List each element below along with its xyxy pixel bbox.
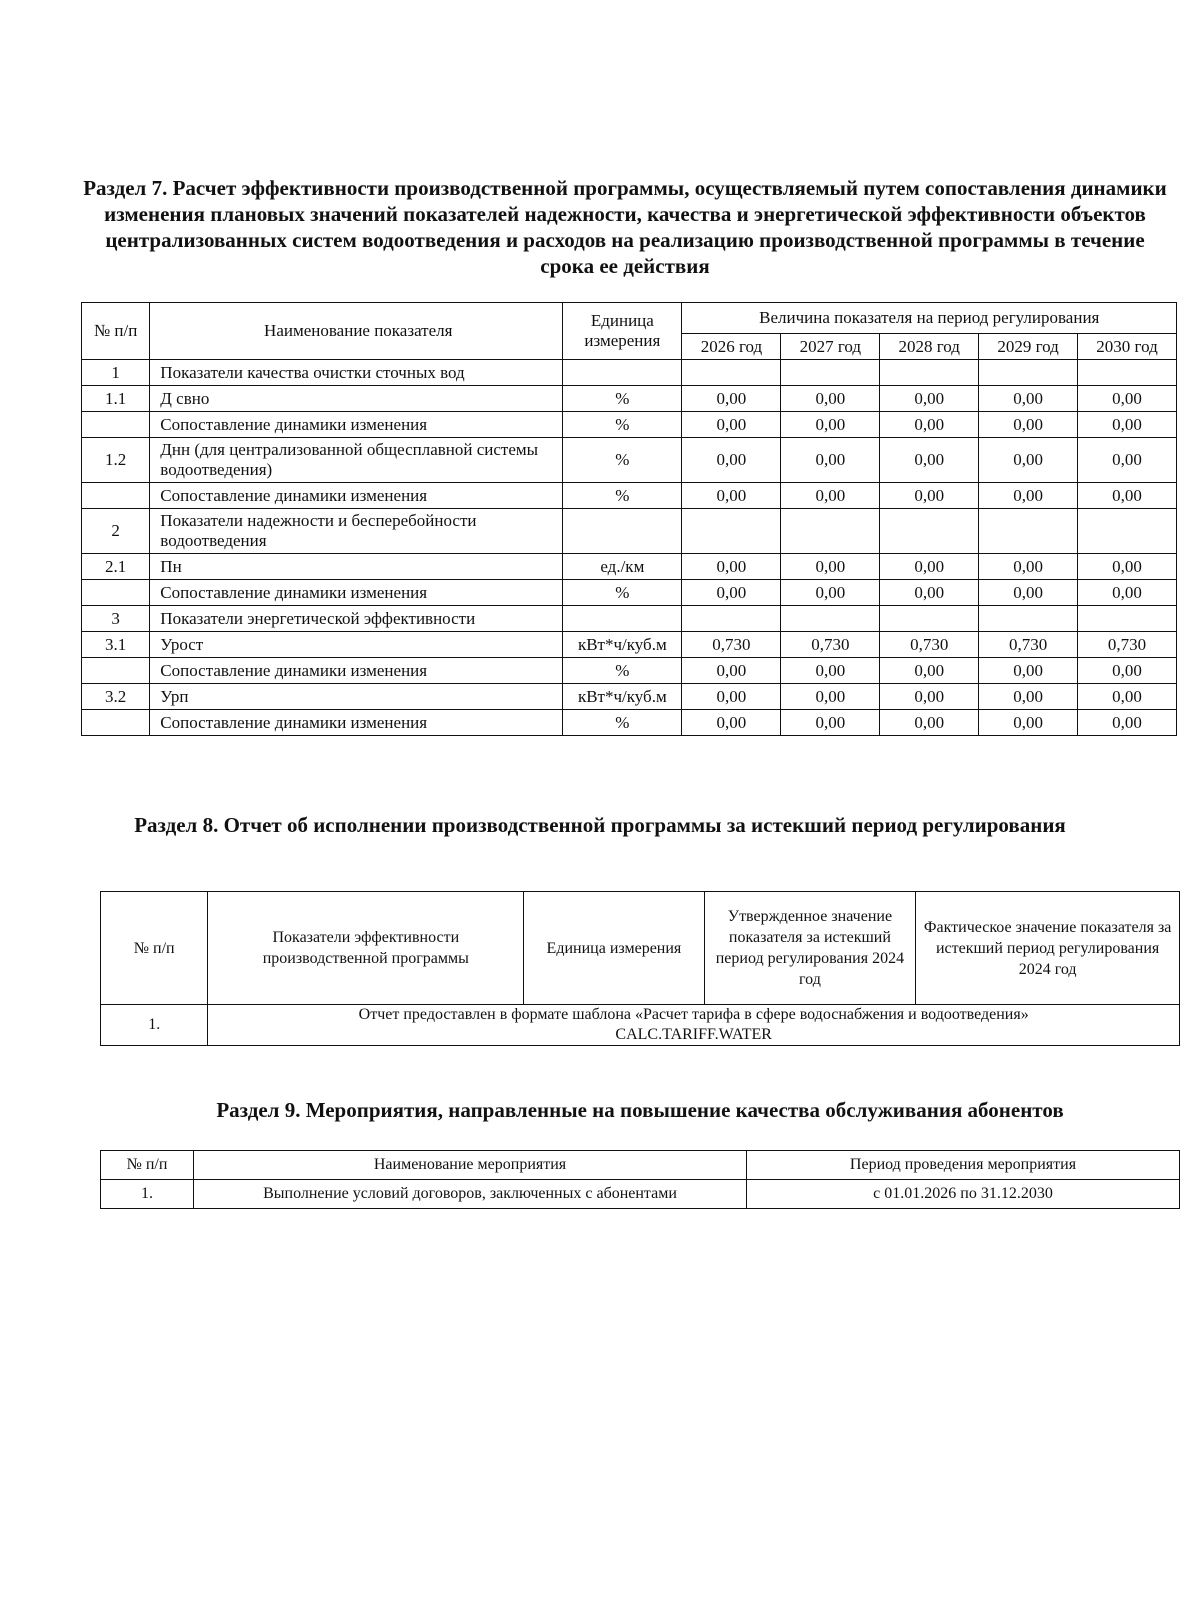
row-value: 0,00	[979, 438, 1078, 483]
row-value	[682, 509, 781, 554]
header-num: № п/п	[101, 892, 208, 1005]
row-num: 2	[82, 509, 150, 554]
table-row	[82, 632, 1177, 658]
header-period: Период проведения мероприятия	[747, 1151, 1180, 1180]
row-value: 0,00	[781, 684, 880, 710]
section-7-table	[81, 302, 1177, 736]
report-note-line1: Отчет предоставлен в формате шаблона «Расчет тарифа в сфере водоснабжения и водоотведения»	[358, 1006, 1029, 1023]
table-row	[82, 658, 1177, 684]
row-value	[1078, 606, 1177, 632]
row-unit	[563, 509, 682, 554]
row-unit	[563, 360, 682, 386]
row-num: 1.	[101, 1005, 208, 1046]
header-name: Наименование показателя	[150, 303, 563, 360]
section-8-table	[100, 891, 1180, 1046]
row-unit: %	[563, 483, 682, 509]
row-num: 3	[82, 606, 150, 632]
row-value: 0,00	[1078, 580, 1177, 606]
row-num: 3.1	[82, 632, 150, 658]
table-row	[82, 509, 1177, 554]
row-value: 0,00	[1078, 438, 1177, 483]
row-value: 0,00	[781, 386, 880, 412]
row-value	[979, 606, 1078, 632]
row-name: Урост	[150, 632, 563, 658]
row-num: 1.	[101, 1180, 194, 1209]
table-row	[101, 1005, 1180, 1046]
row-value: 0,00	[880, 412, 979, 438]
header-name: Наименование мероприятия	[194, 1151, 747, 1180]
row-name: Показатели надежности и бесперебойности водоотведения	[150, 509, 563, 554]
row-value: 0,00	[880, 554, 979, 580]
row-num	[82, 412, 150, 438]
row-num	[82, 658, 150, 684]
row-value	[979, 360, 1078, 386]
row-name: Выполнение условий договоров, заключенных с абонентами	[194, 1180, 747, 1209]
section-7-title: Раздел 7. Расчет эффективности производственной программы, осуществляемый путем сопоставления динамики изменения плановых значений показателей надежности, качества и энергетической эффективности объектов централизованных систем водоотведения и расходов на реализацию производственной программы в течение срока ее действия	[83, 176, 1167, 278]
table-row	[82, 580, 1177, 606]
row-name: Сопоставление динамики изменения	[150, 710, 563, 736]
row-value	[682, 360, 781, 386]
row-value: 0,730	[781, 632, 880, 658]
row-unit: кВт*ч/куб.м	[563, 684, 682, 710]
row-value	[781, 606, 880, 632]
row-unit: ед./км	[563, 554, 682, 580]
row-name: Показатели энергетической эффективности	[150, 606, 563, 632]
table-row	[82, 684, 1177, 710]
row-value: 0,00	[781, 438, 880, 483]
row-num: 1.1	[82, 386, 150, 412]
header-indicators: Показатели эффективности производственной программы	[208, 892, 524, 1005]
table-row	[82, 360, 1177, 386]
row-value	[979, 509, 1078, 554]
row-unit	[563, 606, 682, 632]
row-name: Сопоставление динамики изменения	[150, 658, 563, 684]
row-value	[1078, 509, 1177, 554]
row-unit: %	[563, 438, 682, 483]
row-value: 0,00	[682, 483, 781, 509]
row-value: 0,730	[880, 632, 979, 658]
header-num: № п/п	[101, 1151, 194, 1180]
row-unit: кВт*ч/куб.м	[563, 632, 682, 658]
row-value	[880, 606, 979, 632]
row-value: 0,00	[682, 412, 781, 438]
header-approved: Утвержденное значение показателя за истекший период регулирования 2024 год	[704, 892, 916, 1005]
row-value: 0,00	[979, 658, 1078, 684]
row-value: 0,00	[781, 483, 880, 509]
header-year: 2026 год	[682, 334, 781, 360]
header-unit: Единица измерения	[524, 892, 704, 1005]
row-value	[781, 360, 880, 386]
row-value: 0,00	[682, 684, 781, 710]
table-row	[82, 606, 1177, 632]
row-num	[82, 710, 150, 736]
row-value: 0,00	[880, 438, 979, 483]
row-value: 0,00	[781, 580, 880, 606]
row-value: 0,00	[880, 710, 979, 736]
header-year: 2030 год	[1078, 334, 1177, 360]
row-unit: %	[563, 386, 682, 412]
row-value: 0,00	[781, 658, 880, 684]
row-value: 0,00	[1078, 554, 1177, 580]
header-unit: Единица измерения	[563, 303, 682, 360]
row-value: 0,00	[880, 386, 979, 412]
row-value: 0,00	[979, 710, 1078, 736]
row-value: 0,00	[979, 483, 1078, 509]
row-name: Показатели качества очистки сточных вод	[150, 360, 563, 386]
table-row	[101, 1180, 1180, 1209]
row-num: 3.2	[82, 684, 150, 710]
row-value: 0,730	[682, 632, 781, 658]
row-value	[880, 360, 979, 386]
row-value: 0,00	[1078, 386, 1177, 412]
row-value: 0,00	[979, 580, 1078, 606]
row-value	[781, 509, 880, 554]
row-value: 0,00	[1078, 658, 1177, 684]
row-value: 0,00	[1078, 412, 1177, 438]
row-name: Сопоставление динамики изменения	[150, 483, 563, 509]
row-unit: %	[563, 658, 682, 684]
row-value: 0,00	[682, 658, 781, 684]
row-unit: %	[563, 710, 682, 736]
header-num: № п/п	[82, 303, 150, 360]
row-num: 1	[82, 360, 150, 386]
row-value: 0,00	[979, 412, 1078, 438]
row-value: 0,00	[1078, 684, 1177, 710]
row-name: Днн (для централизованной общесплавной системы водоотведения)	[150, 438, 563, 483]
row-value: 0,00	[880, 483, 979, 509]
table-row	[82, 412, 1177, 438]
row-value: 0,730	[979, 632, 1078, 658]
row-value: 0,00	[880, 684, 979, 710]
row-value	[880, 509, 979, 554]
row-name: Д свно	[150, 386, 563, 412]
row-value: 0,00	[682, 710, 781, 736]
header-actual: Фактическое значение показателя за истекший период регулирования 2024 год	[916, 892, 1180, 1005]
section-8-title: Раздел 8. Отчет об исполнении производственной программы за истекший период регулирования	[134, 813, 1066, 837]
table-row	[82, 483, 1177, 509]
row-value: 0,00	[682, 386, 781, 412]
row-name: Сопоставление динамики изменения	[150, 580, 563, 606]
row-value: 0,00	[682, 554, 781, 580]
header-year: 2028 год	[880, 334, 979, 360]
header-year: 2029 год	[979, 334, 1078, 360]
row-num	[82, 580, 150, 606]
row-value	[1078, 360, 1177, 386]
row-unit: %	[563, 412, 682, 438]
row-value: 0,00	[979, 554, 1078, 580]
row-value: 0,00	[781, 412, 880, 438]
row-value	[682, 606, 781, 632]
row-value: 0,00	[979, 386, 1078, 412]
row-value: 0,00	[1078, 483, 1177, 509]
row-value: 0,00	[682, 438, 781, 483]
report-note-line2: CALC.TARIFF.WATER	[615, 1026, 772, 1043]
header-period: Величина показателя на период регулирования	[682, 303, 1177, 334]
row-name: Пн	[150, 554, 563, 580]
section-9-title: Раздел 9. Мероприятия, направленные на повышение качества обслуживания абонентов	[216, 1098, 1064, 1122]
row-value: 0,00	[880, 580, 979, 606]
row-num	[82, 483, 150, 509]
row-unit: %	[563, 580, 682, 606]
report-note	[208, 1005, 1180, 1046]
row-period: с 01.01.2026 по 31.12.2030	[747, 1180, 1180, 1209]
row-value: 0,00	[781, 554, 880, 580]
row-value: 0,00	[979, 684, 1078, 710]
row-value: 0,00	[1078, 710, 1177, 736]
row-value: 0,730	[1078, 632, 1177, 658]
row-value: 0,00	[781, 710, 880, 736]
table-row	[82, 386, 1177, 412]
section-9-table	[100, 1150, 1180, 1209]
row-num: 1.2	[82, 438, 150, 483]
row-num: 2.1	[82, 554, 150, 580]
row-name: Сопоставление динамики изменения	[150, 412, 563, 438]
table-row	[82, 710, 1177, 736]
table-row	[82, 554, 1177, 580]
table-row	[82, 438, 1177, 483]
row-name: Урп	[150, 684, 563, 710]
row-value: 0,00	[880, 658, 979, 684]
header-year: 2027 год	[781, 334, 880, 360]
row-value: 0,00	[682, 580, 781, 606]
